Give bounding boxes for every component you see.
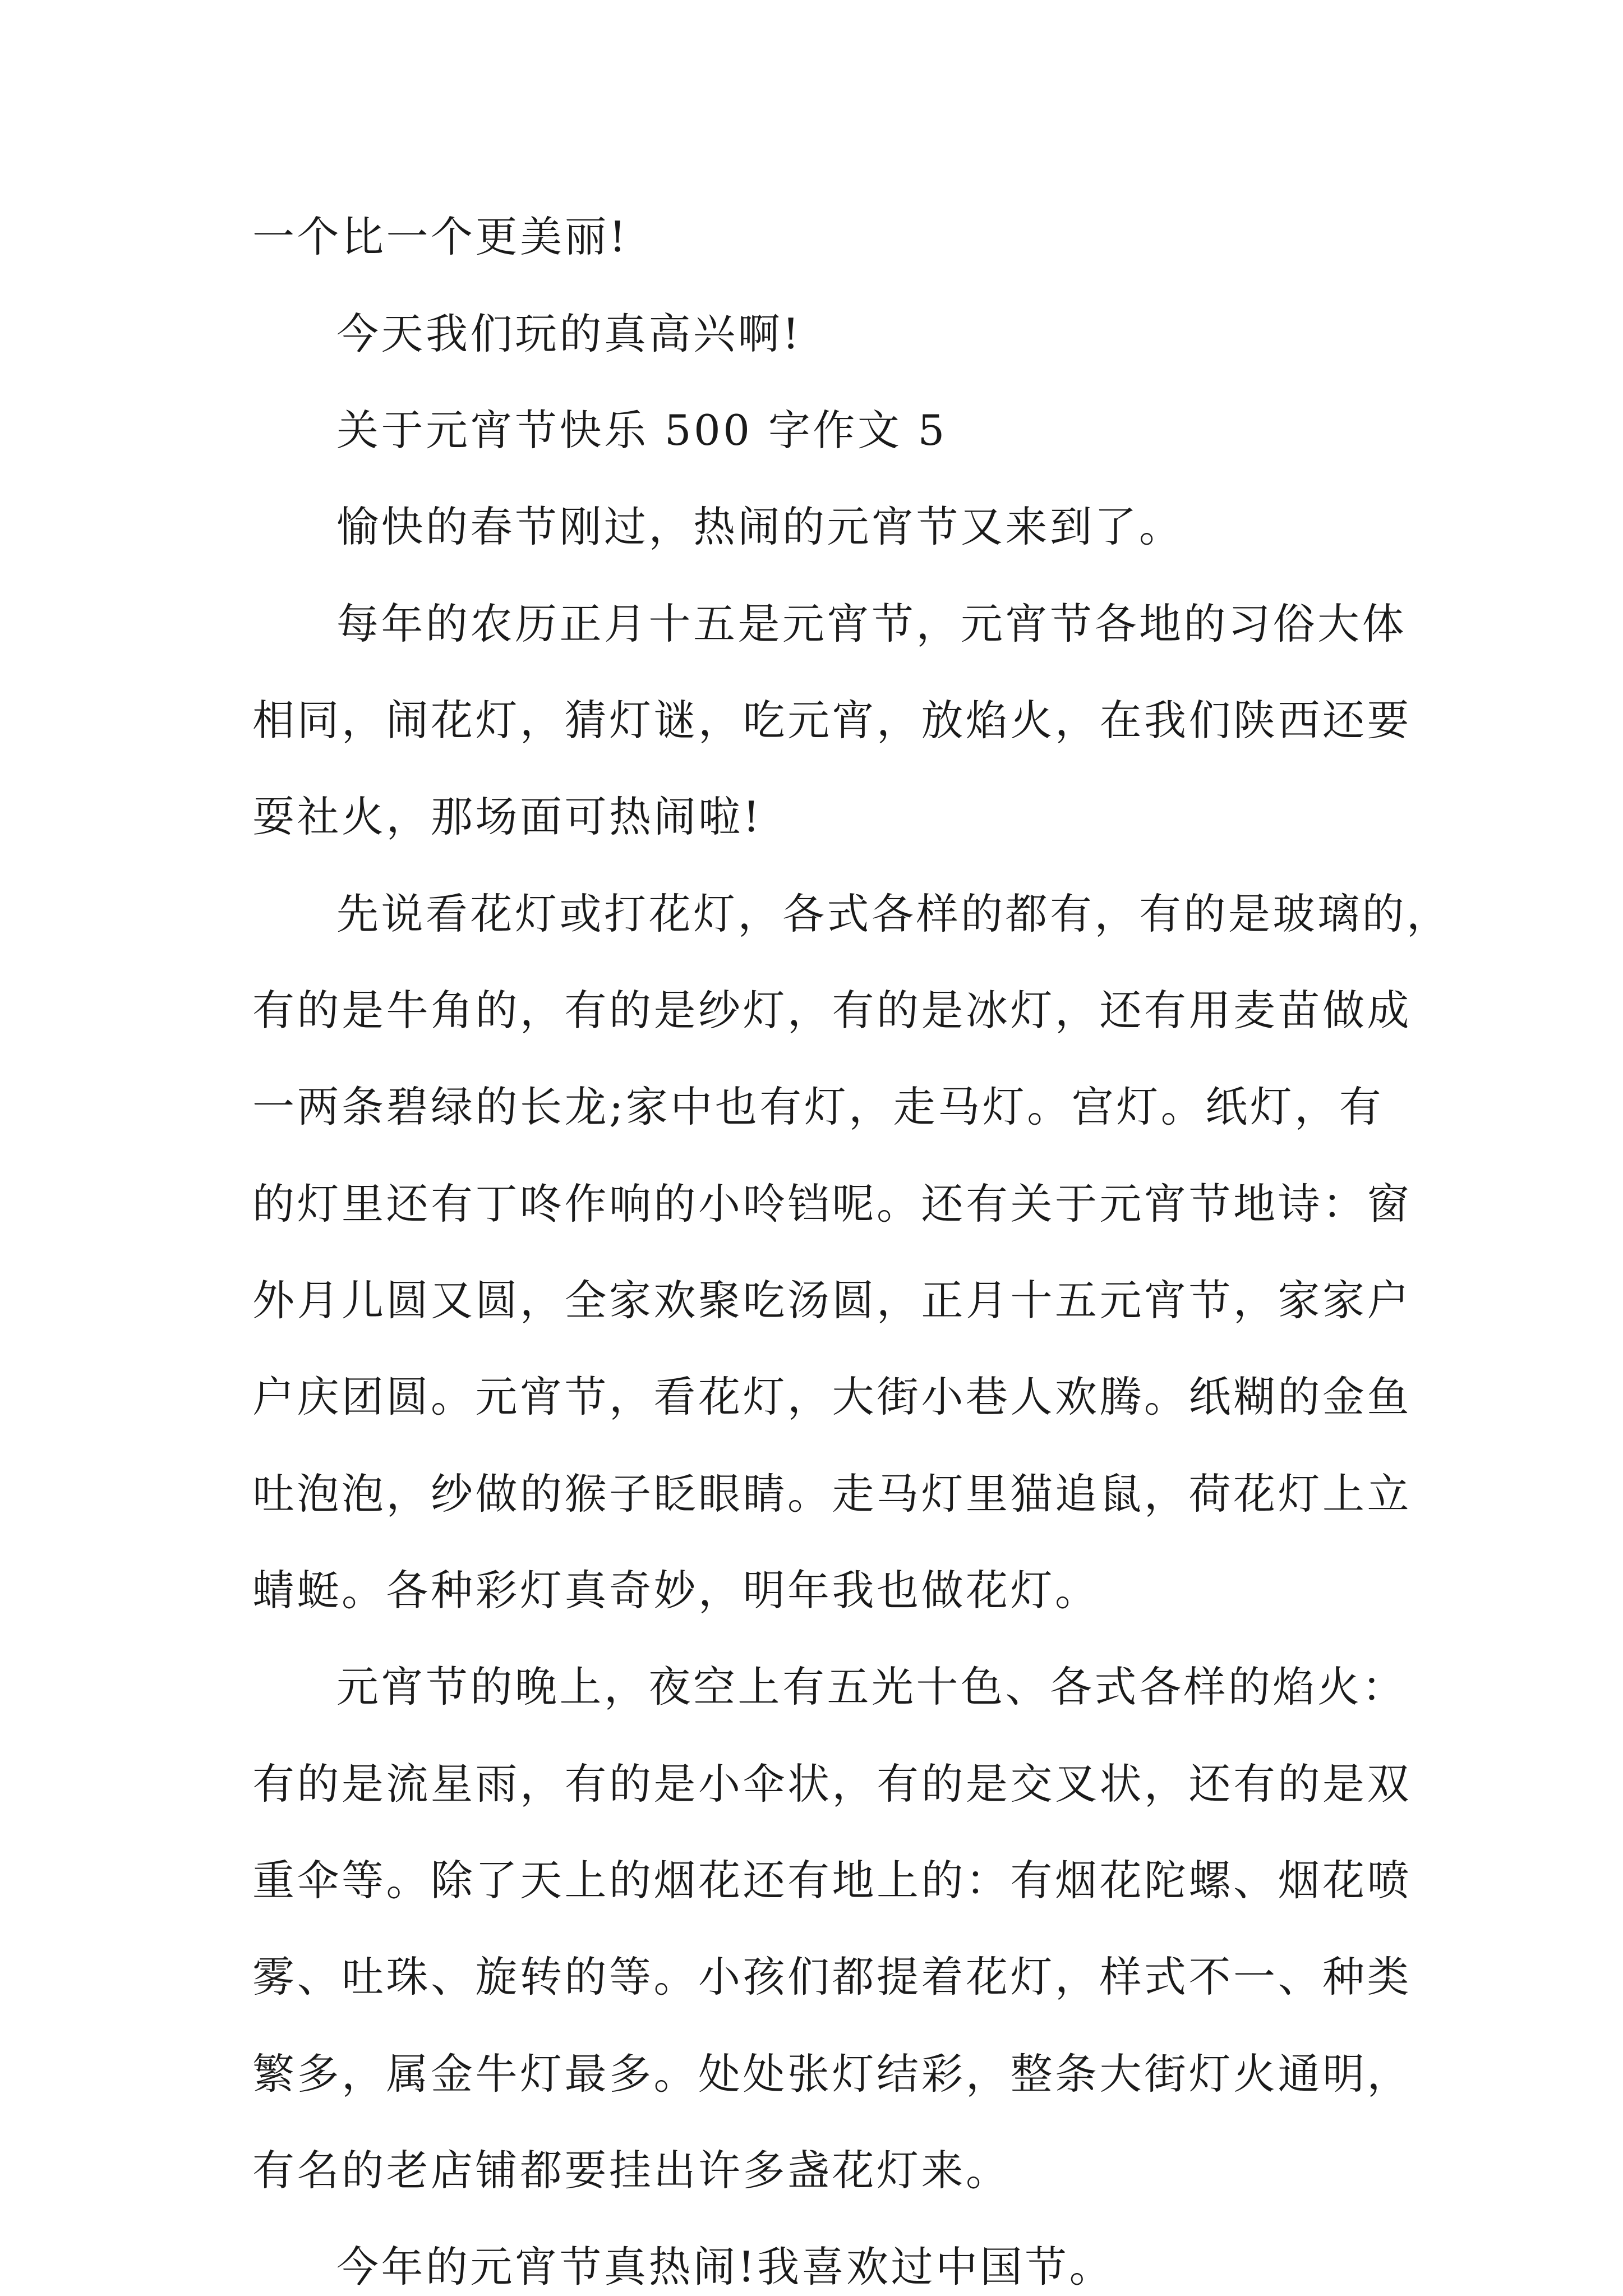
- paragraph-line: 每年的农历正月十五是元宵节，元宵节各地的习俗大体: [336, 599, 1407, 648]
- paragraph-line: 有名的老店铺都要挂出许多盏花灯来。: [252, 2146, 1011, 2195]
- section-heading: 关于元宵节快乐 500 字作文 5: [336, 406, 947, 455]
- paragraph-line: 元宵节的晚上，夜空上有五光十色、各式各样的焰火：: [336, 1662, 1407, 1711]
- paragraph-line: 的灯里还有丁咚作响的小呤铛呢。还有关于元宵节地诗：窗: [252, 1179, 1412, 1228]
- paragraph-line: 一个比一个更美丽!: [252, 212, 629, 261]
- paragraph-line: 户庆团圆。元宵节，看花灯，大街小巷人欢腾。纸糊的金鱼: [252, 1372, 1412, 1421]
- paragraph-line: 先说看花灯或打花灯，各式各样的都有，有的是玻璃的，: [336, 889, 1451, 938]
- paragraph-line: 重伞等。除了天上的烟花还有地上的：有烟花陀螺、烟花喷: [252, 1856, 1412, 1905]
- paragraph-line: 今天我们玩的真高兴啊!: [336, 309, 802, 358]
- paragraph-line: 相同，闹花灯，猜灯谜，吃元宵，放焰火，在我们陕西还要: [252, 696, 1412, 745]
- paragraph-line: 有的是流星雨，有的是小伞状，有的是交叉状，还有的是双: [252, 1759, 1412, 1809]
- paragraph-line: 雾、吐珠、旋转的等。小孩们都提着花灯，样式不一、种类: [252, 1952, 1412, 2001]
- paragraph-line: 今年的元宵节真热闹!我喜欢过中国节。: [336, 2242, 1114, 2292]
- paragraph-line: 繁多，属金牛灯最多。处处张灯结彩，整条大街灯火通明，: [252, 2049, 1412, 2099]
- paragraph-line: 耍社火，那场面可热闹啦!: [252, 792, 763, 841]
- paragraph-line: 蜻蜓。各种彩灯真奇妙，明年我也做花灯。: [252, 1566, 1100, 1615]
- paragraph-line: 愉快的春节刚过，热闹的元宵节又来到了。: [336, 502, 1184, 551]
- paragraph-line: 一两条碧绿的长龙;家中也有灯，走马灯。宫灯。纸灯，有: [252, 1082, 1384, 1131]
- paragraph-line: 有的是牛角的，有的是纱灯，有的是冰灯，还有用麦苗做成: [252, 986, 1412, 1035]
- paragraph-line: 吐泡泡，纱做的猴子眨眼睛。走马灯里猫追鼠，荷花灯上立: [252, 1469, 1412, 1519]
- paragraph-line: 外月儿圆又圆，全家欢聚吃汤圆，正月十五元宵节，家家户: [252, 1276, 1412, 1325]
